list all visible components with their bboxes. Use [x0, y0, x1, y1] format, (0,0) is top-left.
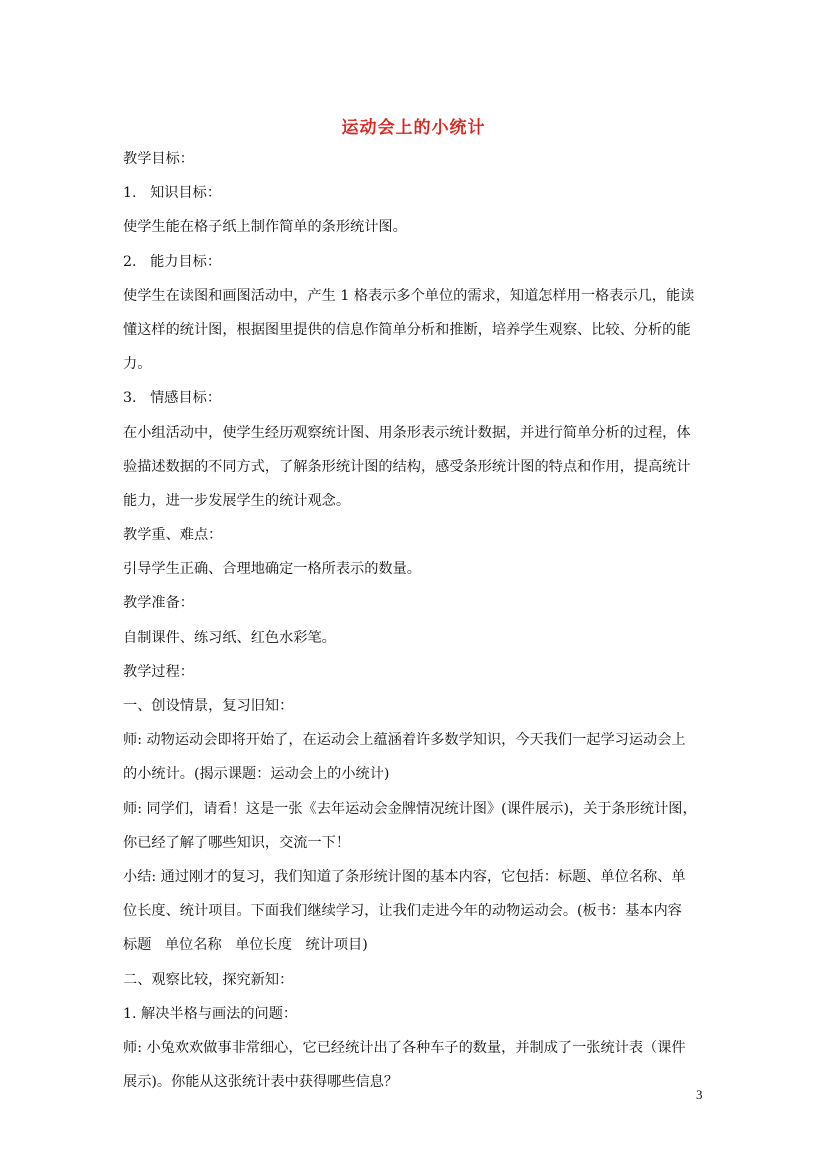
text-line: 教学目标： [123, 151, 194, 167]
text-line: 师: 同学们，请看！这是一张《去年运动会金牌情况统计图》(课件展示)，关于条形统计图， [123, 800, 697, 817]
text-line: 3. 情感目标： [123, 390, 222, 407]
text-line: 教学重、难点： [123, 527, 223, 544]
text-line: 2. 能力目标： [123, 253, 222, 270]
text-line: 二、观察比较，探究新知： [123, 971, 294, 988]
text-line: 自制课件、练习纸、红色水彩笔。 [123, 629, 336, 646]
text-line: 小结: 通过刚才的复习，我们知道了条形统计图的基本内容，它包括：标题、单位名称、单 [123, 868, 686, 885]
text-line: 1. 知识目标： [123, 185, 222, 202]
text-line: 1. 解决半格与画法的问题： [123, 1005, 298, 1022]
text-line: 力。 [123, 356, 152, 373]
text-line: 师: 动物运动会即将开始了，在运动会上蕴涵着许多数学知识，今天我们一起学习运动会上 [123, 732, 686, 749]
text-line: 标题 单位名称 单位长度 统计项目) [123, 937, 368, 954]
text-line: 师: 小兔欢欢做事非常细心，它已经统计出了各种车子的数量，并制成了一张统计表（课件 [123, 1039, 686, 1056]
text-line: 使学生在读图和画图活动中，产生 1 格表示多个单位的需求，知道怎样用一格表示几，能读 [123, 287, 695, 304]
text-line: 验描述数据的不同方式，了解条形统计图的结构，感受条形统计图的特点和作用，提高统计 [123, 458, 691, 475]
page-number: 3 [696, 1087, 703, 1102]
text-line: 你已经了解了哪些知识，交流一下！ [123, 834, 351, 851]
document-body [123, 148, 707, 1105]
text-line: 使学生能在格子纸上制作简单的条形统计图。 [123, 219, 407, 236]
text-line: 能力，进一步发展学生的统计观念。 [123, 492, 351, 509]
text-line: 教学过程： [123, 663, 194, 680]
text-line: 的小统计。(揭示课题：运动会上的小统计) [123, 766, 390, 783]
text-line: 一、创设情景，复习旧知： [123, 698, 294, 714]
text-line: 在小组活动中，使学生经历观察统计图、用条形表示统计数据，并进行简单分析的过程，体 [123, 424, 691, 441]
text-line: 展示)。你能从这张统计表中获得哪些信息？ [123, 1074, 399, 1091]
document-title: 运动会上的小统计 [341, 118, 486, 138]
text-line: 懂这样的统计图，根据图里提供的信息作简单分析和推断，培养学生观察、比较、分析的能 [123, 321, 691, 338]
text-line: 引导学生正确、合理地确定一格所表示的数量。 [123, 561, 421, 578]
text-line: 位长度、统计项目。下面我们继续学习，让我们走进今年的动物运动会。(板书：基本内容 [123, 903, 682, 920]
text-line: 教学准备： [123, 595, 194, 612]
